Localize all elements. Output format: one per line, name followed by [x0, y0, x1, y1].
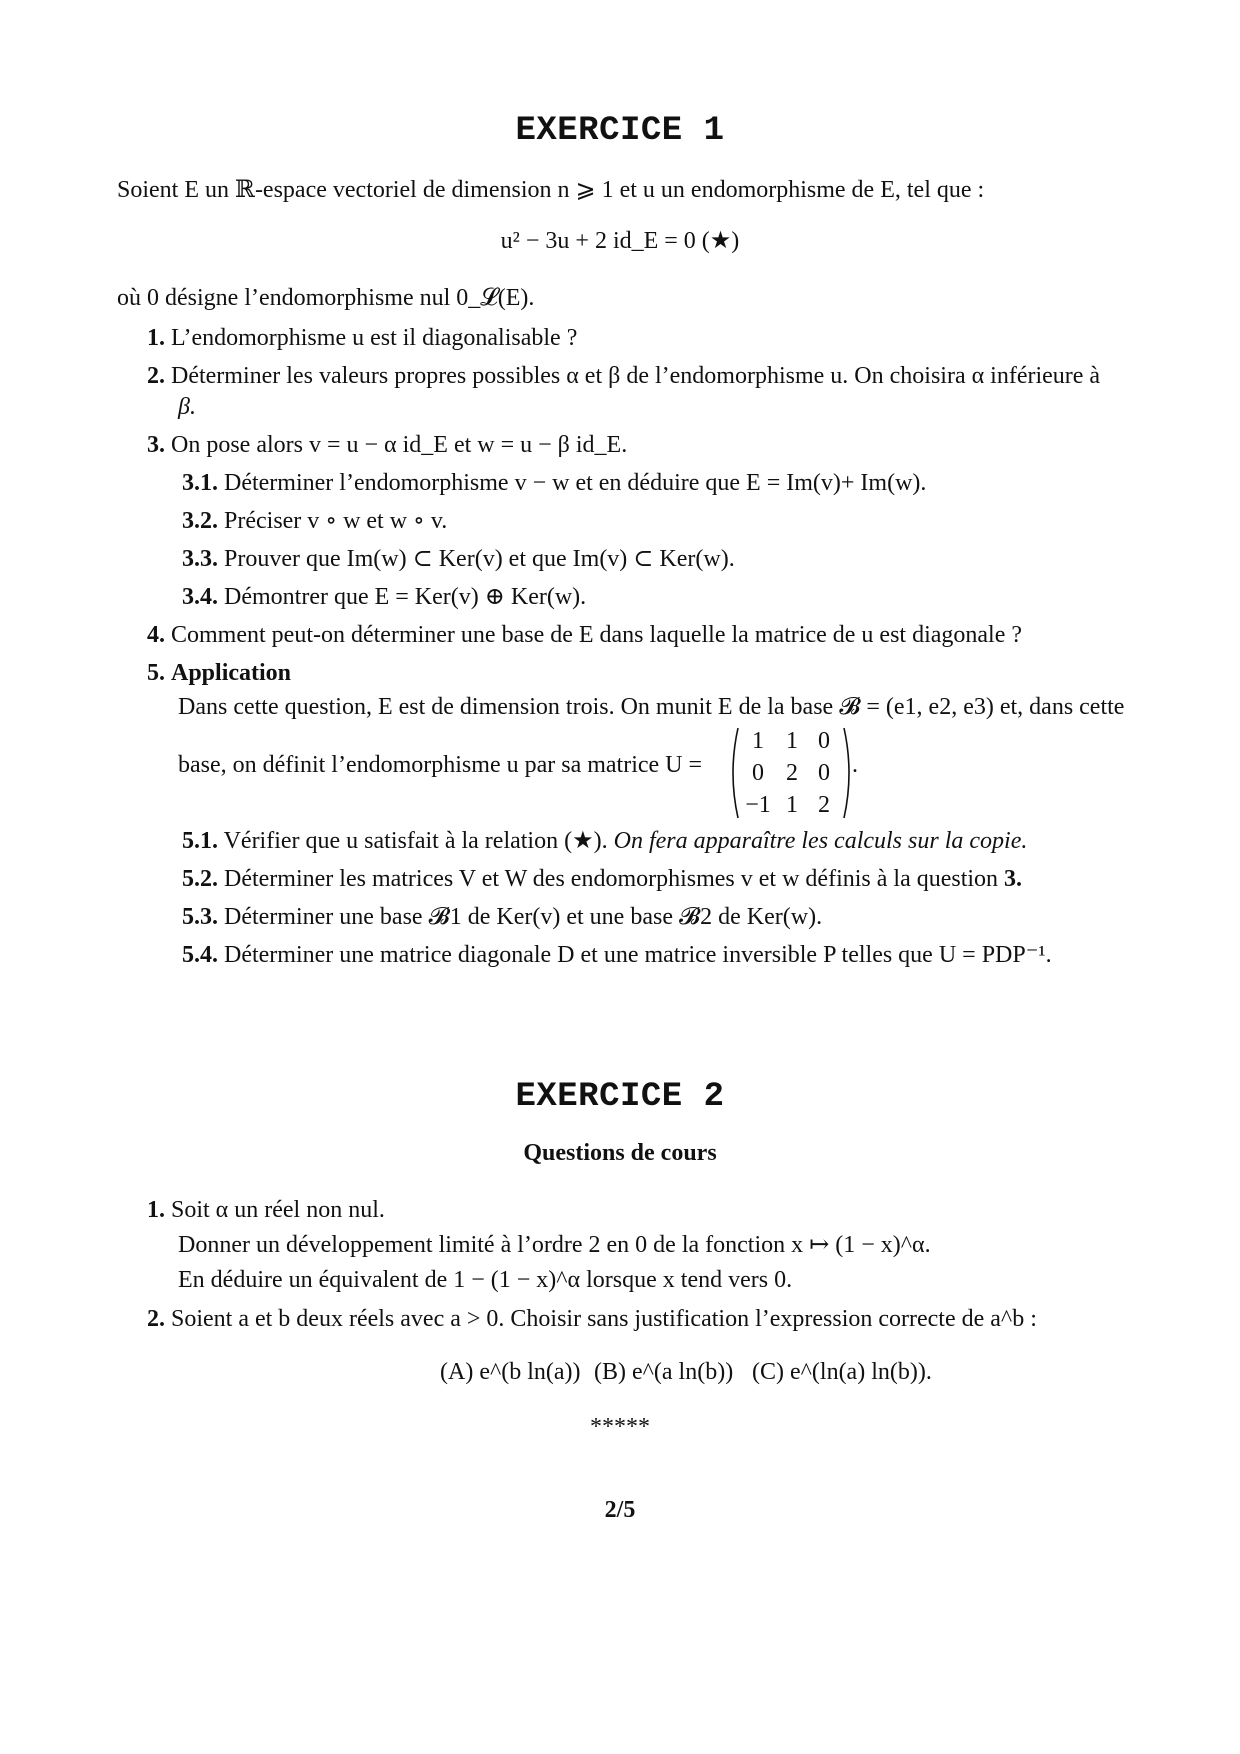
application-line-2: base, on définit l’endomorphisme u par sa matrice U =: [178, 752, 703, 778]
question-text: Déterminer les matrices V et W des endomorphismes v et w définis à la question: [224, 866, 999, 892]
matrix-cell: −1: [745, 792, 771, 818]
matrix-cell: 0: [752, 760, 764, 786]
question-number: 3.3.: [182, 546, 218, 572]
matrix-u: [726, 725, 856, 821]
question-number: 3.: [147, 432, 165, 458]
question-number: 3.2.: [182, 508, 218, 534]
stars-separator: *****: [590, 1414, 650, 1440]
exercise-1-intro: Soient E un ℝ-espace vectoriel de dimension n ⩾ 1 et u un endomorphisme de E, tel que :: [117, 177, 985, 203]
question-5: [147, 658, 291, 688]
question-number: 5.: [147, 660, 165, 686]
question-reference: 3.: [1004, 866, 1023, 892]
relation-star-equation: u² − 3u + 2 id_E = 0 (★): [500, 228, 740, 254]
question-3-4: [182, 582, 586, 612]
question-text: L’endomorphisme u est il diagonalisable ?: [171, 325, 578, 351]
ex2-question-1: [147, 1195, 385, 1225]
question-3-2: [182, 506, 447, 536]
question-text: Démontrer que E = Ker(v) ⊕ Ker(w).: [224, 584, 587, 610]
page-number: 2/5: [604, 1497, 636, 1523]
ex2-question-1-line-3: En déduire un équivalent de 1 − (1 − x)^α lorsque x tend vers 0.: [178, 1267, 793, 1293]
question-5-3: [182, 902, 822, 932]
exercise-2-subtitle: Questions de cours: [523, 1140, 717, 1166]
ex2-question-2: [147, 1304, 1037, 1334]
question-text: Soient a et b deux réels avec a > 0. Choisir sans justification l’expression correcte de a^b :: [171, 1306, 1037, 1332]
question-instruction: On fera apparaître les calculs sur la copie.: [613, 828, 1028, 854]
question-number: 2.: [147, 363, 165, 389]
question-text: Prouver que Im(w) ⊂ Ker(v) et que Im(v) ⊂ Ker(w).: [224, 546, 735, 572]
question-number: 1.: [147, 1197, 165, 1223]
question-number: 3.1.: [182, 470, 218, 496]
question-5-4: [182, 940, 1052, 970]
question-text: Déterminer une base 𝓑1 de Ker(v) et une base 𝓑2 de Ker(w).: [224, 904, 823, 930]
question-2: [147, 361, 1100, 391]
question-text: Préciser v ∘ w et w ∘ v.: [224, 508, 448, 534]
choice-b: (B) e^(a ln(b)): [594, 1359, 734, 1385]
matrix-period: .: [852, 752, 858, 778]
question-3-1: [182, 468, 926, 498]
matrix-cell: 2: [786, 760, 798, 786]
application-line-1: Dans cette question, E est de dimension trois. On munit E de la base 𝓑 = (e1, e2, e3) et, dans cette: [178, 694, 1125, 720]
matrix-cell: 2: [818, 792, 830, 818]
choice-a: (A) e^(b ln(a)): [440, 1359, 581, 1385]
question-number: 1.: [147, 325, 165, 351]
zero-endomorphism-note: où 0 désigne l’endomorphisme nul 0_𝓛(E).: [117, 285, 535, 311]
exercise-2-title: EXERCICE 2: [515, 1078, 725, 1116]
question-number: 5.4.: [182, 942, 218, 968]
question-text: Soit α un réel non nul.: [171, 1197, 385, 1223]
question-3-3: [182, 544, 735, 574]
question-4: [147, 620, 1022, 650]
question-number: 5.1.: [182, 828, 218, 854]
question-text: On pose alors v = u − α id_E et w = u − β id_E.: [171, 432, 628, 458]
question-number: 4.: [147, 622, 165, 648]
question-number: 5.3.: [182, 904, 218, 930]
question-text: Déterminer l’endomorphisme v − w et en déduire que E = Im(v)+ Im(w).: [224, 470, 927, 496]
ex2-question-1-line-2: Donner un développement limité à l’ordre 2 en 0 de la fonction x ↦ (1 − x)^α.: [178, 1232, 931, 1258]
question-1: [147, 323, 577, 353]
question-text: Comment peut-on déterminer une base de E dans laquelle la matrice de u est diagonale ?: [171, 622, 1023, 648]
question-5-1: [182, 826, 1027, 856]
exercise-1-title: EXERCICE 1: [515, 112, 725, 150]
question-text: Vérifier que u satisfait à la relation (★).: [223, 828, 608, 854]
matrix-cell: 1: [786, 728, 798, 754]
question-5-2: [182, 864, 1022, 894]
question-text: Déterminer une matrice diagonale D et une matrice inversible P telles que U = PDP⁻¹.: [224, 942, 1052, 968]
question-heading: Application: [171, 660, 292, 686]
question-number: 3.4.: [182, 584, 218, 610]
question-3: [147, 430, 627, 460]
matrix-cell: 1: [752, 728, 764, 754]
matrix-cell: 1: [786, 792, 798, 818]
question-text: Déterminer les valeurs propres possibles α et β de l’endomorphisme u. On choisira α inférieure à: [171, 363, 1101, 389]
matrix-cell: 0: [818, 728, 830, 754]
choice-c: (C) e^(ln(a) ln(b)).: [752, 1359, 932, 1385]
question-2-continuation: β.: [178, 394, 196, 420]
question-number: 5.2.: [182, 866, 218, 892]
matrix-cell: 0: [818, 760, 830, 786]
question-number: 2.: [147, 1306, 165, 1332]
